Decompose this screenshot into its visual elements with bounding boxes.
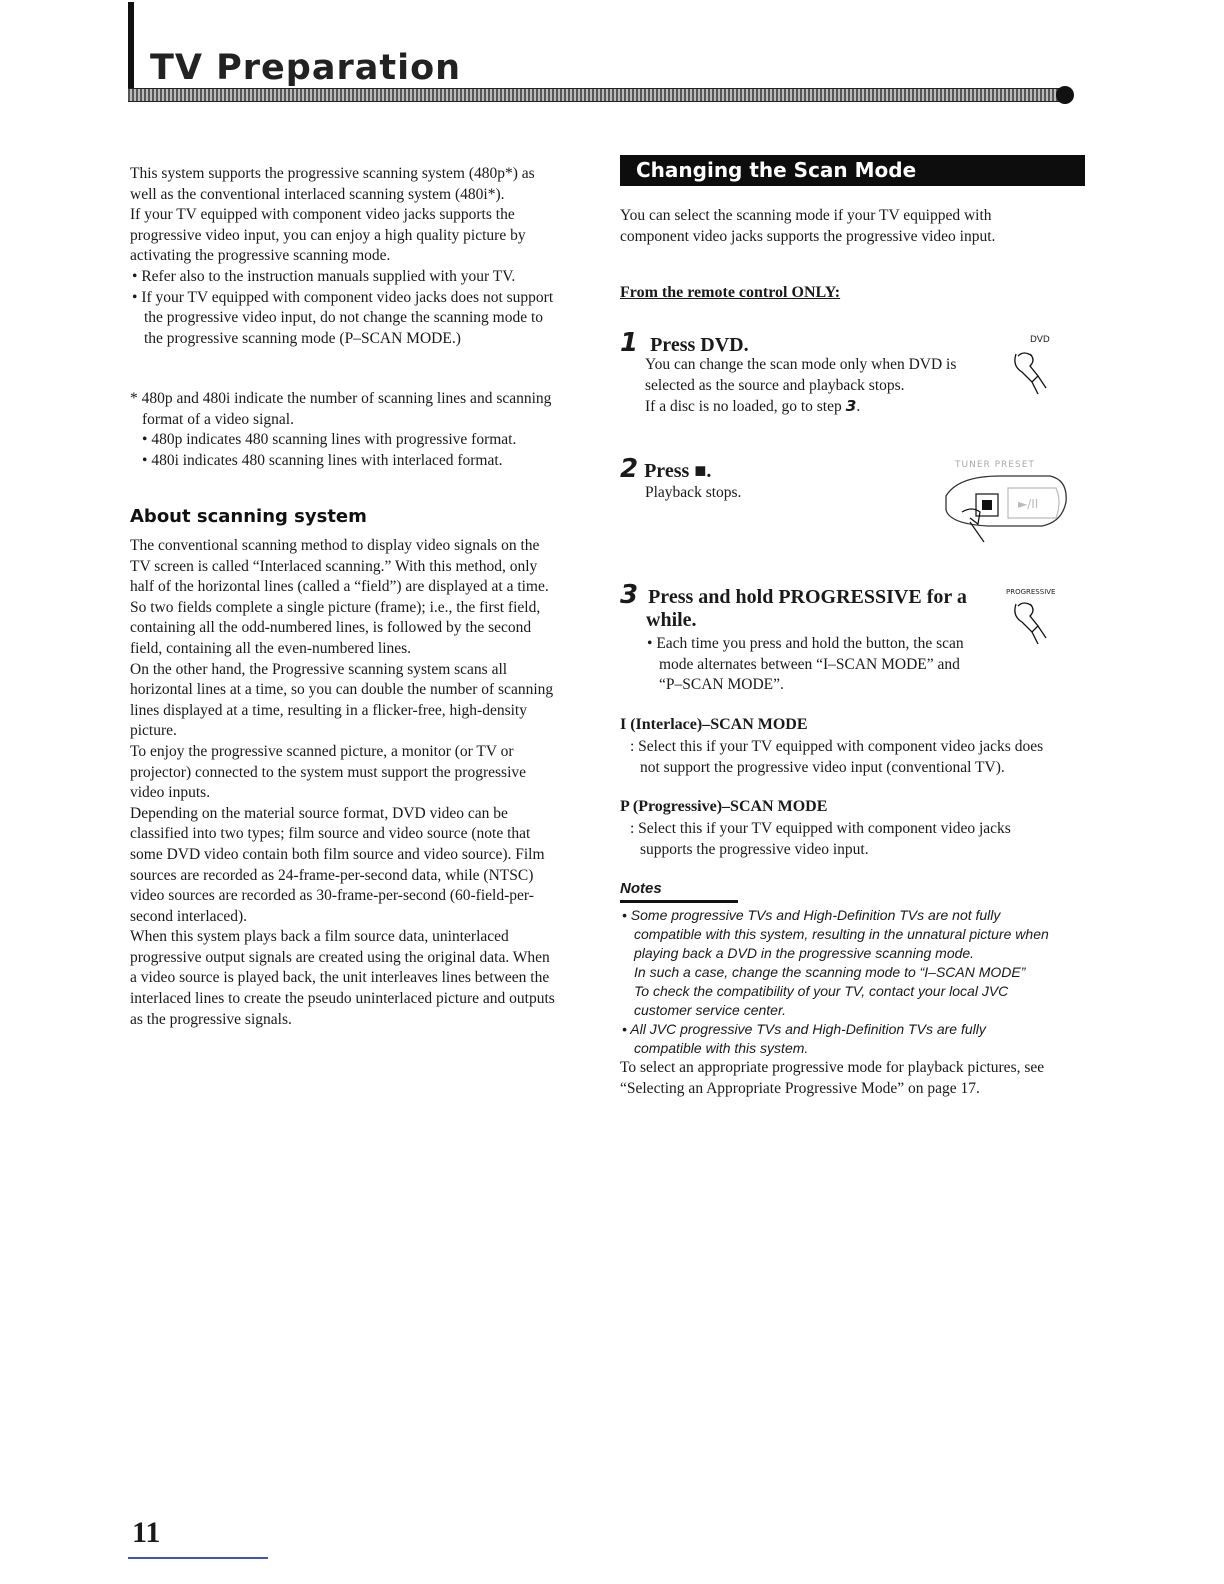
header-rule xyxy=(128,88,1063,102)
about-line: a video source is played back, the unit interleaves lines between the xyxy=(130,969,550,987)
tuner-preset-label: TUNER PRESET xyxy=(955,460,1035,470)
note-line: • All JVC progressive TVs and High-Definition TVs are fully xyxy=(620,1020,1090,1039)
step2-number: 2 xyxy=(620,454,639,484)
pscan-line: : Select this if your TV equipped with component video jacks xyxy=(630,820,1011,837)
header-accent-bar xyxy=(128,2,134,100)
about-line: So two fields complete a single picture (frame); i.e., the first field, xyxy=(130,598,541,616)
page-number: 11 xyxy=(132,1516,161,1549)
svg-text:►/II: ►/II xyxy=(1018,497,1039,511)
note-line: compatible with this system. xyxy=(634,1040,809,1056)
step1-number: 1 xyxy=(620,328,639,358)
iscan-line: not support the progressive video input (conventional TV). xyxy=(640,758,1005,776)
scan-intro xyxy=(620,206,1090,247)
step1-line xyxy=(645,396,1005,418)
footnote-bullet: • 480i indicates 480 scanning lines with interlaced format. xyxy=(130,451,592,472)
footnote-line: * 480p and 480i indicate the number of scanning lines and scanning xyxy=(130,390,552,407)
step2-heading xyxy=(620,454,711,484)
intro-line: activating the progressive scanning mode. xyxy=(130,247,391,265)
footnote-line: format of a video signal. xyxy=(142,410,294,428)
note-line: compatible with this system, resulting in the unnatural picture when xyxy=(634,926,1049,942)
footnote-section xyxy=(130,389,592,471)
intro-line: progressive video input, you can enjoy a high quality picture by xyxy=(130,226,526,244)
about-line: as the progressive signals. xyxy=(130,1010,292,1028)
about-line: picture. xyxy=(130,722,177,740)
note-line: In such a case, change the scanning mode to “I–SCAN MODE” xyxy=(634,964,1026,980)
about-line: projector) connected to the system must support the progressive xyxy=(130,763,527,781)
step2-title: Press ■. xyxy=(644,460,712,482)
finger-press-icon xyxy=(1010,348,1070,408)
intro-line: well as the conventional interlaced scanning system (480i*). xyxy=(130,185,505,203)
progressive-button-label: PROGRESSIVE xyxy=(1006,588,1056,596)
about-line: Depending on the material source format, DVD video can be xyxy=(130,804,508,822)
step3-title-cont: while. xyxy=(646,609,697,631)
pscan-heading: P (Progressive)–SCAN MODE xyxy=(620,798,828,815)
intro-line: This system supports the progressive scanning system (480p*) as xyxy=(130,165,535,182)
note-line: playing back a DVD in the progressive scanning mode. xyxy=(634,945,975,961)
about-line: video sources are recorded as 30-frame-per-second (60-field-per- xyxy=(130,887,534,905)
note-line: customer service center. xyxy=(634,1002,786,1018)
about-line: half of the horizontal lines (called a “field”) are displayed at a time. xyxy=(130,578,549,596)
about-line: field, containing all the even-numbered lines. xyxy=(130,639,412,657)
step-reference: 3 xyxy=(845,397,857,416)
intro-bullet: • Refer also to the instruction manuals supplied with your TV. xyxy=(130,267,592,288)
about-heading: About scanning system xyxy=(130,506,367,527)
about-line: second interlaced). xyxy=(130,907,248,925)
about-line: classified into two types; film source and video source (note that xyxy=(130,825,531,843)
iscan-body xyxy=(630,737,1095,778)
about-line: TV screen is called “Interlaced scanning.” With this method, only xyxy=(130,557,538,575)
iscan-heading: I (Interlace)–SCAN MODE xyxy=(620,716,808,733)
about-line: video inputs. xyxy=(130,784,211,802)
intro-bullet xyxy=(130,288,592,350)
step2-desc: Playback stops. xyxy=(645,484,742,501)
intro-line: If your TV equipped with component video jacks supports the xyxy=(130,206,515,224)
step3-number: 3 xyxy=(620,580,639,610)
about-line: interlaced lines to create the pseudo uninterlaced picture and outputs xyxy=(130,990,555,1008)
step1-body xyxy=(645,355,1005,418)
dvd-button-label: DVD xyxy=(1030,335,1050,345)
about-line: horizontal lines at a time, so you can double the number of scanning xyxy=(130,681,554,699)
remote-only-label: From the remote control ONLY: xyxy=(620,284,841,301)
notes-rule xyxy=(620,900,738,903)
header-rule-dot xyxy=(1056,86,1074,104)
step1-heading xyxy=(620,328,749,358)
about-line: containing all the odd-numbered lines, is followed by the second xyxy=(130,619,532,637)
about-line: The conventional scanning method to display video signals on the xyxy=(130,537,540,554)
step1-line: selected as the source and playback stops. xyxy=(645,376,905,394)
iscan-line: : Select this if your TV equipped with component video jacks does xyxy=(630,738,1044,755)
remote-panel-illustration xyxy=(928,472,1073,544)
intro-bullet-line: the progressive video input, do not change the scanning mode to xyxy=(144,309,544,327)
about-line: On the other hand, the Progressive scanning system scans all xyxy=(130,660,508,678)
about-line: sources are recorded as 24-frame-per-second data, while (NTSC) xyxy=(130,866,534,884)
step3-bullet-line: “P–SCAN MODE”. xyxy=(659,676,784,694)
notes-heading: Notes xyxy=(620,880,662,897)
finger-press-icon xyxy=(1010,598,1070,658)
footnote-bullet: • 480p indicates 480 scanning lines with progressive format. xyxy=(130,430,592,451)
pscan-line: supports the progressive video input. xyxy=(640,840,869,858)
intro-bullet-line: the progressive scanning mode (P–SCAN MODE.) xyxy=(144,329,461,347)
scan-intro-line: You can select the scanning mode if your TV equipped with xyxy=(620,207,992,224)
about-line: lines displayed at a time, resulting in a flicker-free, high-density xyxy=(130,701,527,719)
scan-intro-line: component video jacks supports the progressive video input. xyxy=(620,227,996,245)
step1-line-text: If a disc is no loaded, go to step xyxy=(645,398,846,416)
section-banner: Changing the Scan Mode xyxy=(620,155,1085,186)
step1-line: You can change the scan mode only when DVD is xyxy=(645,356,957,373)
intro-bullet-line: • If your TV equipped with component video jacks does not support xyxy=(130,288,592,309)
about-line: When this system plays back a film source data, uninterlaced xyxy=(130,928,509,946)
page-title: TV Preparation xyxy=(150,48,462,88)
closing-line: “Selecting an Appropriate Progressive Mode” on page 17. xyxy=(620,1079,980,1097)
intro-section xyxy=(130,164,592,349)
about-line: To enjoy the progressive scanned picture, a monitor (or TV or xyxy=(130,742,514,760)
step3-body xyxy=(645,634,1015,696)
about-body xyxy=(130,536,592,1030)
notes-list xyxy=(620,906,1090,1058)
note-line: To check the compatibility of your TV, contact your local JVC xyxy=(634,983,1009,999)
closing-text xyxy=(620,1058,1090,1099)
step1-title: Press DVD. xyxy=(650,334,749,356)
step3-bullet-line: mode alternates between “I–SCAN MODE” and xyxy=(659,655,960,673)
about-line: progressive output signals are created using the original data. When xyxy=(130,948,550,966)
about-line: some DVD video contain both film source and video source). Film xyxy=(130,845,545,863)
pscan-body xyxy=(630,819,1095,860)
step3-bullet-line: • Each time you press and hold the button, the scan xyxy=(645,634,1015,655)
step1-line-end: . xyxy=(856,398,861,416)
step3-title: Press and hold PROGRESSIVE for a xyxy=(648,586,967,608)
closing-line: To select an appropriate progressive mode for playback pictures, see xyxy=(620,1059,1045,1076)
page-number-rule xyxy=(128,1557,268,1559)
note-line: • Some progressive TVs and High-Definition TVs are not fully xyxy=(620,906,1090,925)
step3-heading xyxy=(620,580,967,610)
